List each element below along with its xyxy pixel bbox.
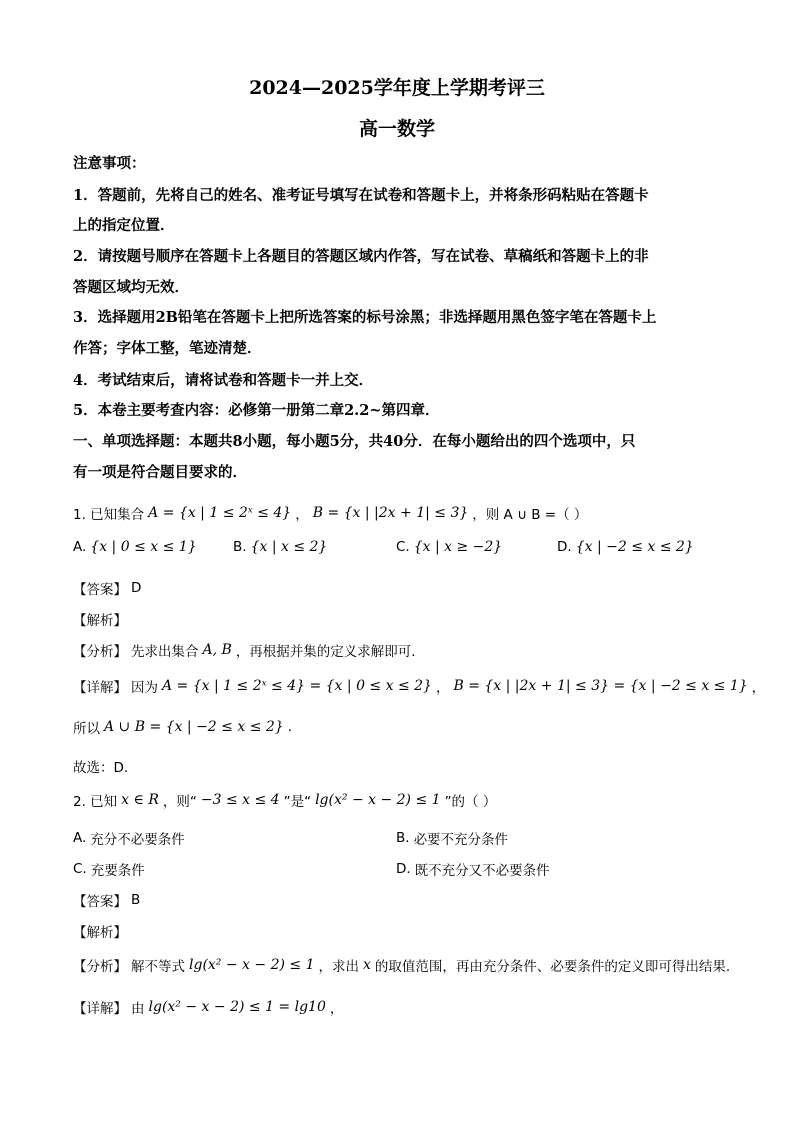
page-subtitle: 高一数学	[358, 118, 435, 140]
notice-item-4: 4．考试结束后，请将试卷和答题卡一并上交．	[73, 372, 374, 389]
section-1-line-2: 有一项是符合题目要求的．	[73, 464, 247, 481]
notice-heading: 注意事项：	[73, 155, 146, 172]
q2-fenxi: 【分析】 解不等式 lg(x² − x − 2) ≤ 1 ，求出 x 的取值范围，再由充分条件、必要条件的定义即可得出结果.	[73, 957, 731, 975]
q1-conclusion: 所以 A ∪ B = {x | −2 ≤ x ≤ 2} .	[73, 719, 292, 737]
q1-stem	[73, 503, 587, 523]
q2-answer: 【答案】 B	[73, 892, 141, 910]
page-title: 2024—2025学年度上学期考评三	[249, 77, 545, 99]
notice-item-2-line-2: 答题区域均无效．	[73, 279, 189, 296]
q1-prefix: 1. 已知集合	[73, 507, 145, 523]
q1-option-d: D. {x | −2 ≤ x ≤ 2}	[557, 539, 694, 555]
notice-item-2-line-1: 2．请按题号顺序在答题卡上各题目的答题区域内作答，写在试卷、草稿纸和答题卡上的非	[73, 248, 649, 265]
q1-sep: ，	[295, 507, 309, 523]
section-1-line-1: 一、单项选择题：本题共8小题，每小题5分，共40分．在每小题给出的四个选项中，只	[73, 433, 636, 450]
q1-ask: ，则 A ∪ B =（ ）	[472, 507, 588, 523]
answer-tag: 【答案】	[73, 582, 127, 598]
q1-option-c: C. {x | x ≥ −2}	[396, 539, 503, 555]
q1-xiangjie: 【详解】 因为 A = {x | 1 ≤ 2ˣ ≤ 4} = {x | 0 ≤ x ≤ 2} ， B = {x | |2x + 1| ≤ 3} = {x | −2 ≤ x ≤ 1} ，	[73, 678, 766, 696]
notice-item-3-line-1: 3．选择题用2B铅笔在答题卡上把所选答案的标号涂黑；非选择题用黑色签字笔在答题卡上	[73, 309, 657, 326]
answer-value: D	[131, 580, 142, 596]
q2-stem: 2. 已知 x ∈ R ，则“ −3 ≤ x ≤ 4 ”是“ lg(x² − x − 2) ≤ 1 ”的（ ）	[73, 792, 497, 810]
q1-set-b: B = {x | |2x + 1| ≤ 3}	[312, 505, 469, 521]
q1-analysis-tag: 【解析】	[73, 613, 127, 629]
q2-option-d: D. 既不充分又不必要条件	[396, 861, 550, 879]
q1-final-choice: 故选：D.	[73, 760, 129, 776]
notice-item-1-line-2: 上的指定位置．	[73, 217, 175, 234]
notice-item-3-line-2: 作答；字体工整，笔迹清楚．	[73, 340, 262, 357]
notice-item-5: 5．本卷主要考查内容：必修第一册第二章2.2~第四章．	[73, 402, 440, 419]
q2-xiangjie: 【详解】 由 lg(x² − x − 2) ≤ 1 = lg10 ，	[73, 999, 344, 1017]
q1-fenxi: 【分析】 先求出集合 A, B ，再根据并集的定义求解即可.	[73, 642, 416, 660]
q2-option-a: A. 充分不必要条件	[73, 830, 185, 848]
q1-option-a: A. {x | 0 ≤ x ≤ 1}	[73, 539, 197, 555]
q1-set-a: A = {x | 1 ≤ 2ˣ ≤ 4}	[148, 505, 292, 521]
q1-answer	[73, 578, 141, 598]
q2-option-c: C. 充要条件	[73, 861, 145, 879]
q1-option-b: B. {x | x ≤ 2}	[233, 539, 328, 555]
notice-item-1-line-1: 1．答题前，先将自己的姓名、准考证号填写在试卷和答题卡上，并将条形码粘贴在答题卡	[73, 187, 649, 204]
q2-option-b: B. 必要不充分条件	[396, 830, 509, 848]
q2-analysis-tag: 【解析】	[73, 925, 127, 941]
